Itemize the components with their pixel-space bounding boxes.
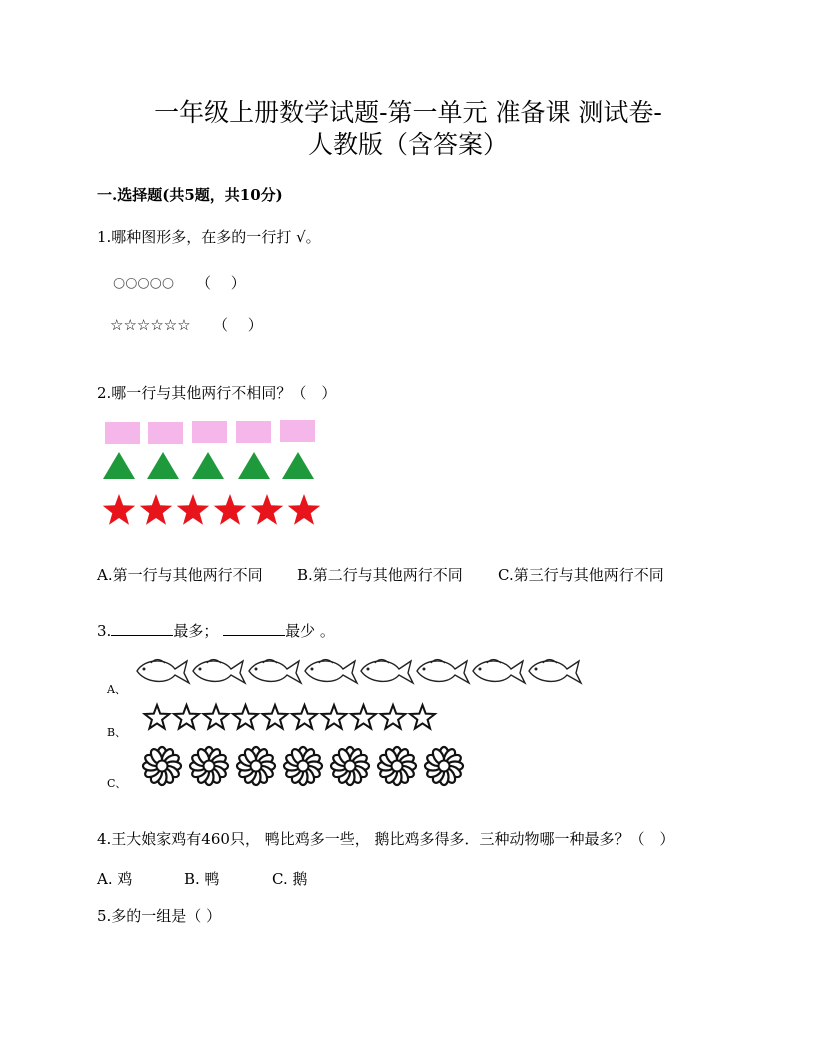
question-1-stem: 1.哪种图形多，在多的一行打 √。 [97,228,321,246]
question-5-stem: 5.多的一组是（ ） [97,907,222,925]
flower [378,747,416,785]
question-2-choice-a[interactable]: A.第一行与其他两行不同 [97,566,263,584]
flower [143,747,181,785]
flower [284,747,322,785]
question-1-answer-paren-1[interactable]: （ ） [196,274,246,292]
question-3-label-c: C、 [107,777,127,790]
question-3-prefix: 3. [97,622,112,640]
document-title-line2: 人教版（含答案） [307,130,508,159]
question-3-label-b: B、 [107,726,127,739]
question-4-choice-a[interactable]: A. 鸡 [97,870,133,888]
question-3-label-a: A、 [107,683,126,696]
flower [331,747,369,785]
question-3-mid: 最多； [173,622,219,640]
document-title-line1: 一年级上册数学试题-第一单元 准备课 测试卷- [154,98,662,127]
flower [425,747,463,785]
question-4-choice-c[interactable]: C. 鹅 [272,870,308,888]
flower [237,747,275,785]
question-2-choice-c[interactable]: C.第三行与其他两行不同 [498,566,664,584]
question-1-stars: ☆☆☆☆☆☆ [110,316,191,334]
question-1-answer-paren-2[interactable]: （ ） [213,316,263,334]
question-4-choice-b[interactable]: B. 鸭 [184,870,220,888]
question-3-suffix: 最少 。 [285,622,335,640]
question-1-circles: ○○○○○ [113,275,175,291]
question-4-stem: 4.王大娘家鸡有460只， 鸭比鸡多一些， 鹅比鸡多得多．三种动物哪一种最多？（ ） [97,830,675,848]
flower [190,747,228,785]
section-heading: 一.选择题(共5题，共10分) [97,186,283,204]
question-2-choice-b[interactable]: B.第二行与其他两行不同 [297,566,463,584]
question-2-stem: 2.哪一行与其他两行不相同？（ ） [97,384,337,402]
